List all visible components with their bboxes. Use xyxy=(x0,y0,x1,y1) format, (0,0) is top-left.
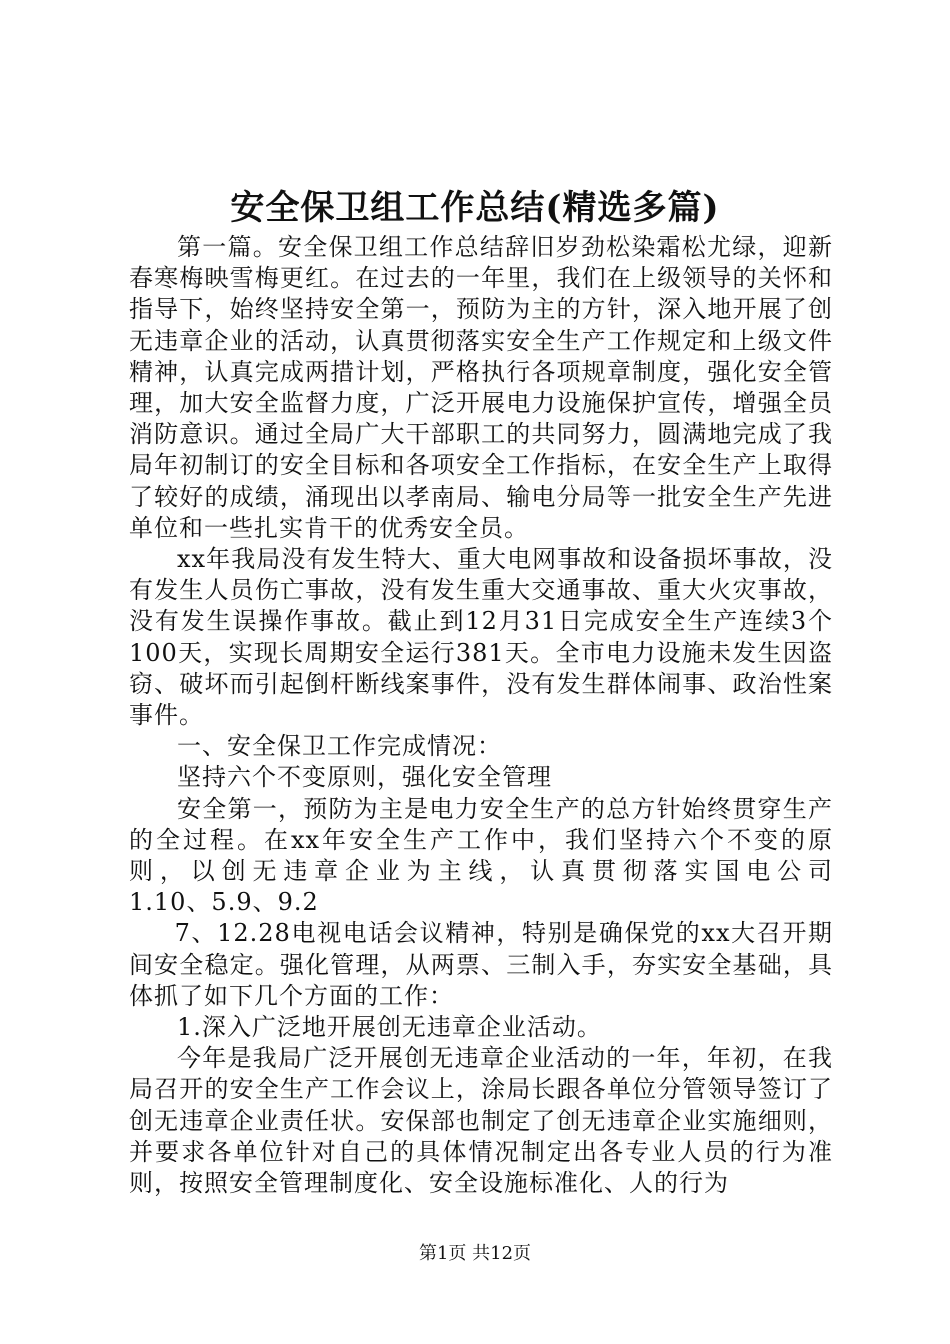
paragraph-summary: xx年我局没有发生特大、重大电网事故和设备损坏事故，没有发生人员伤亡事故，没有发生重大交通事故、重大火灾事故，没有发生误操作事故。截止到12月31日完成安全生产连续3个100天，实现长周期安全运行381天。全市电力设施未发生因盗窃、破坏而引起倒杆断线案事件，没有发生群体闹事、政治性案事件。 xyxy=(129,545,833,730)
document-body xyxy=(129,232,833,1199)
subsection-heading: 坚持六个不变原则，强化安全管理 xyxy=(177,763,552,792)
section-heading: 一、安全保卫工作完成情况： xyxy=(177,732,502,761)
paragraph-intro: 第一篇。安全保卫组工作总结辞旧岁劲松染霜松尤绿，迎新春寒梅映雪梅更红。在过去的一年里，我们在上级领导的关怀和指导下，始终坚持安全第一，预防为主的方针，深入地开展了创无违章企业的活动，认真贯彻落实安全生产工作规定和上级文件精神，认真完成两措计划，严格执行各项规章制度，强化安全管理，加大安全监督力度，广泛开展电力设施保护宣传，增强全员消防意识。通过全局广大干部职工的共同努力，圆满地完成了我局年初制订的安全目标和各项安全工作指标，在安全生产上取得了较好的成绩，涌现出以孝南局、输电分局等一批安全生产先进单位和一些扎实肯干的优秀安全员。 xyxy=(129,233,833,542)
paragraph-dates: 1.10、5.9、9.2 xyxy=(129,888,319,917)
document-title: 安全保卫组工作总结(精选多篇) xyxy=(230,188,720,228)
page-footer: 第1页 共12页 xyxy=(418,1243,532,1264)
list-item-1: 1.深入广泛地开展创无违章企业活动。 xyxy=(177,1013,602,1042)
paragraph-activity: 今年是我局广泛开展创无违章企业活动的一年，年初，在我局召开的安全生产工作会议上，涂局长跟各单位分管领导签订了创无违章企业责任状。安保部也制定了创无违章企业实施细则，并要求各单位针对自己的具体情况制定出各专业人员的行为准则，按照安全管理制度化、安全设施标准化、人的行为 xyxy=(129,1044,833,1198)
paragraph-meeting: 7、12.28电视电话会议精神，特别是确保党的xx大召开期间安全稳定。强化管理，从两票、三制入手，夯实安全基础，具体抓了如下几个方面的工作： xyxy=(129,919,833,1010)
paragraph-principles: 安全第一，预防为主是电力安全生产的总方针始终贯穿生产的全过程。在xx年安全生产工作中，我们坚持六个不变的原则，以创无违章企业为主线，认真贯彻落实国电公司 xyxy=(129,794,833,886)
